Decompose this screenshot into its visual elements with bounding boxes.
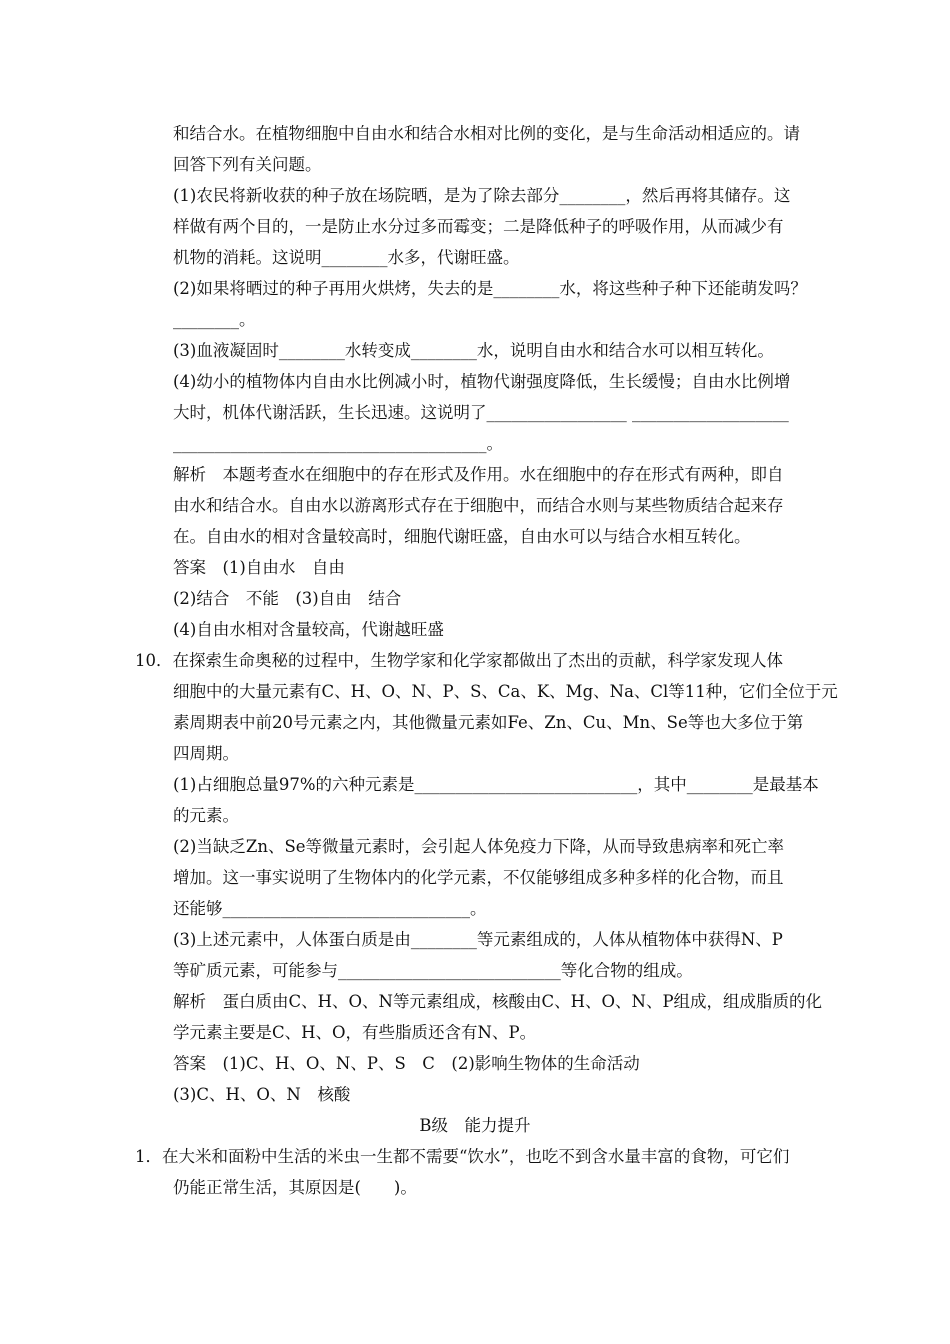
answer-line: (3)C、H、O、N 核酸 <box>173 1085 351 1104</box>
question-1-stem: 1．在大米和面粉中生活的米虫一生都不需要“饮水”，也吃不到含水量丰富的食物，可它们 <box>135 1147 790 1166</box>
sub-question-1: (1)农民将新收获的种子放在场院晒，是为了除去部分________，然后再将其储存。这 <box>173 186 791 205</box>
question-1-stem-line: 仍能正常生活，其原因是( )。 <box>173 1178 417 1197</box>
sub-question-4-line: ______________________________________。 <box>173 434 503 453</box>
question-9-intro-line: 回答下列有关问题。 <box>173 155 322 174</box>
sub-question-4: (4)幼小的植物体内自由水比例减小时，植物代谢强度降低，生长缓慢；自由水比例增 <box>173 372 791 391</box>
question-10-stem-line: 四周期。 <box>173 744 239 763</box>
sub-question-2-line: 增加。这一事实说明了生物体内的化学元素，不仅能够组成多种多样的化合物，而且 <box>173 868 784 887</box>
analysis-line: 学元素主要是C、H、O，有些脂质还含有N、P。 <box>173 1023 537 1042</box>
answer-line: 答案 (1)C、H、O、N、P、S C (2)影响生物体的生命活动 <box>173 1054 640 1073</box>
section-heading: B级 能力提升 <box>419 1116 531 1135</box>
analysis-line: 解析 蛋白质由C、H、O、N等元素组成，核酸由C、H、O、N、P组成，组成脂质的化 <box>173 992 823 1011</box>
analysis-line: 解析 本题考查水在细胞中的存在形式及作用。水在细胞中的存在形式有两种，即自 <box>173 465 784 484</box>
sub-question-1-line: 样做有两个目的，一是防止水分过多而霉变；二是降低种子的呼吸作用，从而减少有 <box>173 217 784 236</box>
sub-question-3: (3)上述元素中，人体蛋白质是由________等元素组成的，人体从植物体中获得N、P <box>173 930 783 949</box>
analysis-line: 由水和结合水。自由水以游离形式存在于细胞中，而结合水则与某些物质结合起来存 <box>173 496 784 515</box>
sub-question-2-line: 还能够______________________________。 <box>173 899 487 918</box>
analysis-line: 在。自由水的相对含量较高时，细胞代谢旺盛，自由水可以与结合水相互转化。 <box>173 527 751 546</box>
sub-question-1: (1)占细胞总量97%的六种元素是___________________________，其中________是最基本 <box>173 775 819 794</box>
sub-question-2: (2)当缺乏Zn、Se等微量元素时，会引起人体免疫力下降，从而导致患病率和死亡率 <box>173 837 785 856</box>
question-10-stem-line: 素周期表中前20号元素之内，其他微量元素如Fe、Zn、Cu、Mn、Se等也大多位于第 <box>173 713 804 732</box>
answer-line: (4)自由水相对含量较高，代谢越旺盛 <box>173 620 444 639</box>
sub-question-2-line: ________。 <box>173 310 256 329</box>
question-10-stem-line: 细胞中的大量元素有C、H、O、N、P、S、Ca、K、Mg、Na、Cl等11种，它们全位于元 <box>173 682 838 701</box>
answer-line: 答案 (1)自由水 自由 <box>173 558 345 577</box>
question-10-stem: 10．在探索生命奥秘的过程中，生物学家和化学家都做出了杰出的贡献，科学家发现人体 <box>135 651 783 670</box>
sub-question-3-line: 等矿质元素，可能参与___________________________等化合物的组成。 <box>173 961 693 980</box>
sub-question-1-line: 的元素。 <box>173 806 239 825</box>
sub-question-1-line: 机物的消耗。这说明________水多，代谢旺盛。 <box>173 248 520 267</box>
sub-question-4-line: 大时，机体代谢活跃，生长迅速。这说明了_________________ ___________________ <box>173 403 789 422</box>
question-9-intro-line: 和结合水。在植物细胞中自由水和结合水相对比例的变化，是与生命活动相适应的。请 <box>173 124 800 143</box>
answer-line: (2)结合 不能 (3)自由 结合 <box>173 589 402 608</box>
sub-question-2: (2)如果将晒过的种子再用火烘烤，失去的是________水，将这些种子种下还能萌发吗？ <box>173 279 807 298</box>
sub-question-3: (3)血液凝固时________水转变成________水，说明自由水和结合水可以相互转化。 <box>173 341 774 360</box>
